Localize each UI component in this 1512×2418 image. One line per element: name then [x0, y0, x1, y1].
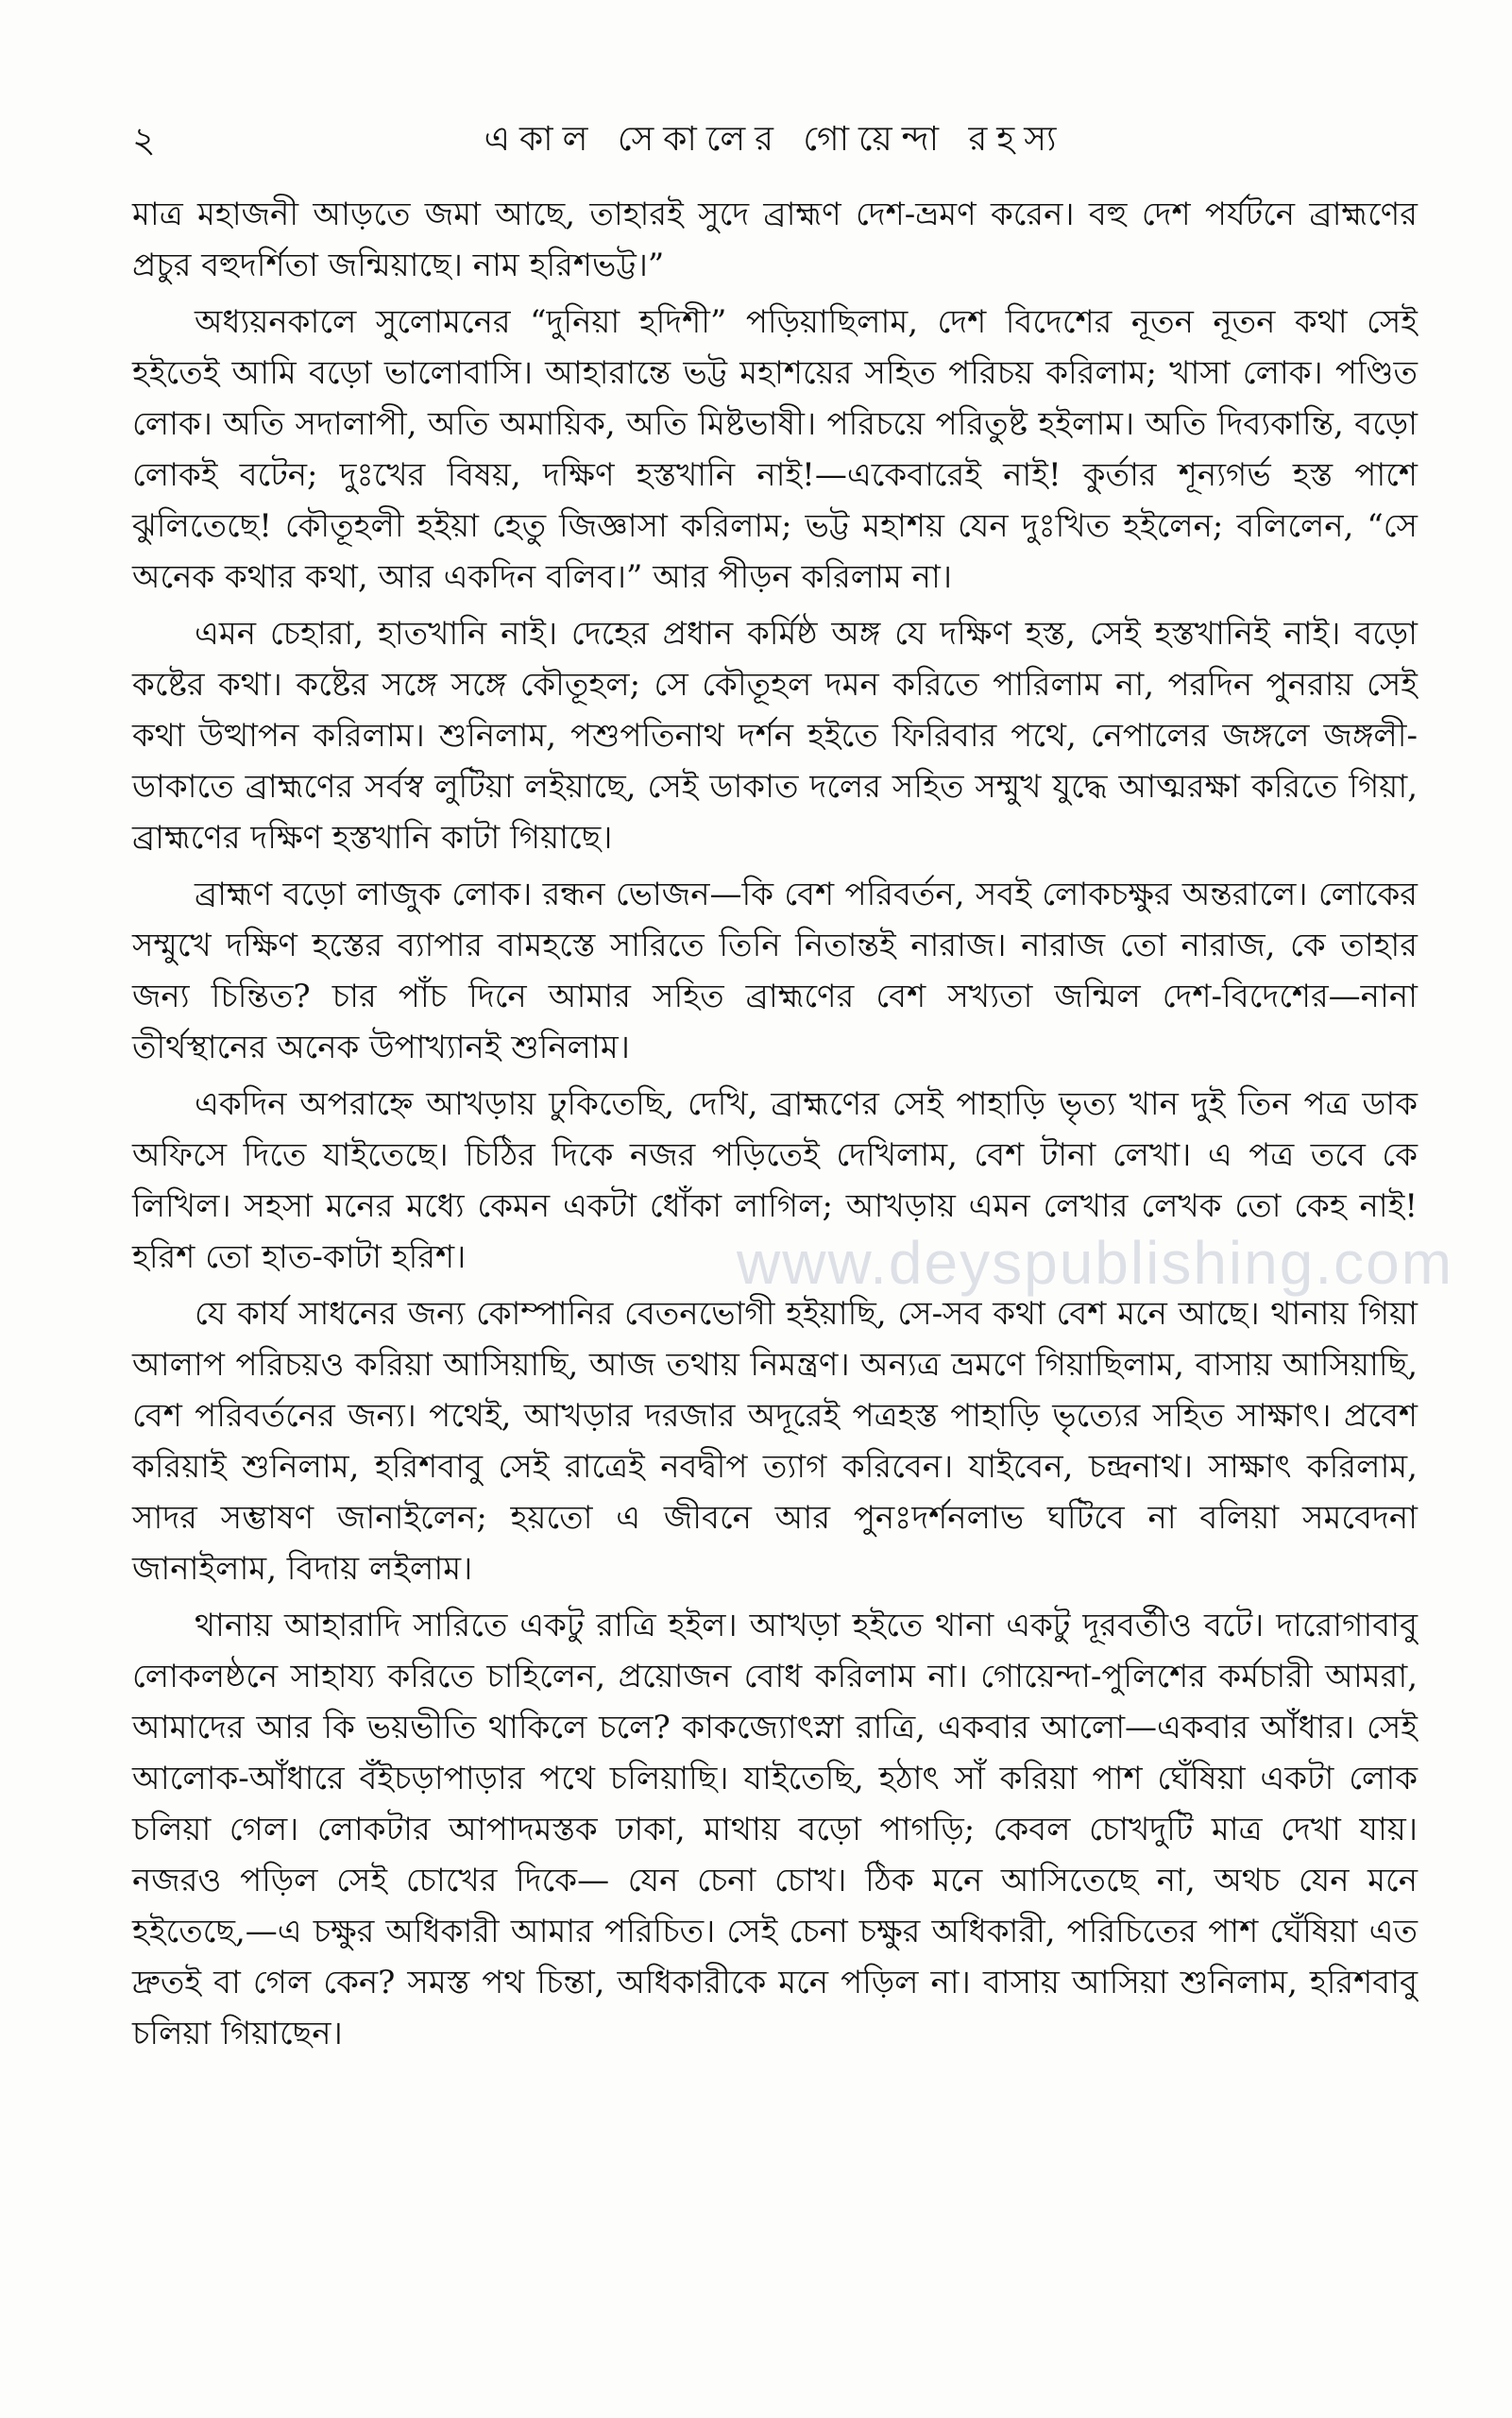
paragraph-4: ব্রাহ্মণ বড়ো লাজুক লোক। রন্ধন ভোজন—কি বেশ পরিবর্তন, সবই লোকচক্ষুর অন্তরালে। লোকের সম্মুখে দক্ষিণ হস্তের ব্যাপার বামহস্তে সারিতে তিনি নিতান্তই নারাজ। নারাজ তো নারাজ, কে তাহার জন্য চিন্তিত? চার পাঁচ দিনে আমার সহিত ব্রাহ্মণের বেশ সখ্যতা জন্মিল দেশ-বিদেশের—নানা তীর্থস্থানের অনেক উপাখ্যানই শুনিলাম। — [132, 876, 1418, 1066]
page-number: ২ — [132, 119, 156, 161]
body-text — [132, 189, 1418, 2065]
paragraph-2: অধ্যয়নকালে সুলোমনের “দুনিয়া হদিশী” পড়িয়াছিলাম, দেশ বিদেশের নূতন নূতন কথা সেই হইতেই আমি বড়ো ভালোবাসি। আহারান্তে ভট্ট মহাশয়ের সহিত পরিচয় করিলাম; খাসা লোক। পণ্ডিত লোক। অতি সদালাপী, অতি অমায়িক, অতি মিষ্টভাষী। পরিচয়ে পরিতুষ্ট হইলাম। অতি দিব্যকান্তি, বড়ো লোকই বটেন; দুঃখের বিষয়, দক্ষিণ হস্তখানি নাই!—একেবারেই নাই! কুর্তার শূন্যগর্ভ হস্ত পাশে ঝুলিতেছে! কৌতূহলী হইয়া হেতু জিজ্ঞাসা করিলাম; ভট্ট মহাশয় যেন দুঃখিত হইলেন; বলিলেন, “সে অনেক কথার কথা, আর একদিন বলিব।” আর পীড়ন করিলাম না। — [132, 303, 1418, 596]
paragraph-3: এমন চেহারা, হাতখানি নাই। দেহের প্রধান কর্মিষ্ঠ অঙ্গ যে দক্ষিণ হস্ত, সেই হস্তখানিই নাই। বড়ো কষ্টের কথা। কষ্টের সঙ্গে সঙ্গে কৌতূহল; সে কৌতূহল দমন করিতে পারিলাম না, পরদিন পুনরায় সেই কথা উত্থাপন করিলাম। শুনিলাম, পশুপতিনাথ দর্শন হইতে ফিরিবার পথে, নেপালের জঙ্গলে জঙ্গলী-ডাকাতে ব্রাহ্মণের সর্বস্ব লুটিয়া লইয়াছে, সেই ডাকাত দলের সহিত সম্মুখ যুদ্ধে আত্মরক্ষা করিতে গিয়া, ব্রাহ্মণের দক্ষিণ হস্তখানি কাটা গিয়াছে। — [132, 615, 1418, 857]
running-head — [132, 111, 1418, 168]
book-title: একাল সেকালের গোয়েন্দা রহস্য — [484, 120, 1066, 159]
paragraph-5: একদিন অপরাহ্নে আখড়ায় ঢুকিতেছি, দেখি, ব্রাহ্মণের সেই পাহাড়ি ভৃত্য খান দুই তিন পত্র ডাক অফিসে দিতে যাইতেছে। চিঠির দিকে নজর পড়িতেই দেখিলাম, বেশ টানা লেখা। এ পত্র তবে কে লিখিল। সহসা মনের মধ্যে কেমন একটা ধোঁকা লাগিল; আখড়ায় এমন লেখার লেখক তো কেহ নাই! হরিশ তো হাত-কাটা হরিশ। — [132, 1085, 1418, 1276]
paragraph-7: থানায় আহারাদি সারিতে একটু রাত্রি হইল। আখড়া হইতে থানা একটু দূরবর্তীও বটে। দারোগাবাবু লোকলষ্ঠনে সাহায্য করিতে চাহিলেন, প্রয়োজন বোধ করিলাম না। গোয়েন্দা-পুলিশের কর্মচারী আমরা, আমাদের আর কি ভয়ভীতি থাকিলে চলে? কাকজ্যোৎস্না রাত্রি, একবার আলো—একবার আঁধার। সেই আলোক-আঁধারে বঁইচড়াপাড়ার পথে চলিয়াছি। যাইতেছি, হঠাৎ সাঁ করিয়া পাশ ঘেঁষিয়া একটা লোক চলিয়া গেল। লোকটার আপাদমস্তক ঢাকা, মাথায় বড়ো পাগড়ি; কেবল চোখদুটি মাত্র দেখা যায়। নজরও পড়িল সেই চোখের দিকে— যেন চেনা চোখ। ঠিক মনে আসিতেছে না, অথচ যেন মনে হইতেছে,—এ চক্ষুর অধিকারী আমার পরিচিত। সেই চেনা চক্ষুর অধিকারী, পরিচিতের পাশ ঘেঁষিয়া এত দ্রুতই বা গেল কেন? সমস্ত পথ চিন্তা, অধিকারীকে মনে পড়িল না। বাসায় আসিয়া শুনিলাম, হরিশবাবু চলিয়া গিয়াছেন। — [132, 1607, 1418, 2052]
publisher-watermark: www.deyspublishing.com — [737, 1229, 1453, 1297]
paragraph-1: মাত্র মহাজনী আড়তে জমা আছে, তাহারই সুদে ব্রাহ্মণ দেশ-ভ্রমণ করেন। বহু দেশ পর্যটনে ব্রাহ্মণের প্রচুর বহুদর্শিতা জন্মিয়াছে। নাম হরিশভট্ট।” — [132, 196, 1418, 284]
paragraph-6: যে কার্য সাধনের জন্য কোম্পানির বেতনভোগী হইয়াছি, সে-সব কথা বেশ মনে আছে। থানায় গিয়া আলাপ পরিচয়ও করিয়া আসিয়াছি, আজ তথায় নিমন্ত্রণ। অন্যত্র ভ্রমণে গিয়াছিলাম, বাসায় আসিয়াছি, বেশ পরিবর্তনের জন্য। পথেই, আখড়ার দরজার অদূরেই পত্রহস্ত পাহাড়ি ভৃত্যের সহিত সাক্ষাৎ। প্রবেশ করিয়াই শুনিলাম, হরিশবাবু সেই রাত্রেই নবদ্বীপ ত্যাগ করিবেন। যাইবেন, চন্দ্রনাথ। সাক্ষাৎ করিলাম, সাদর সম্ভাষণ জানাইলেন; হয়তো এ জীবনে আর পুনঃদর্শনলাভ ঘটিবে না বলিয়া সমবেদনা জানাইলাম, বিদায় লইলাম। — [132, 1295, 1418, 1588]
